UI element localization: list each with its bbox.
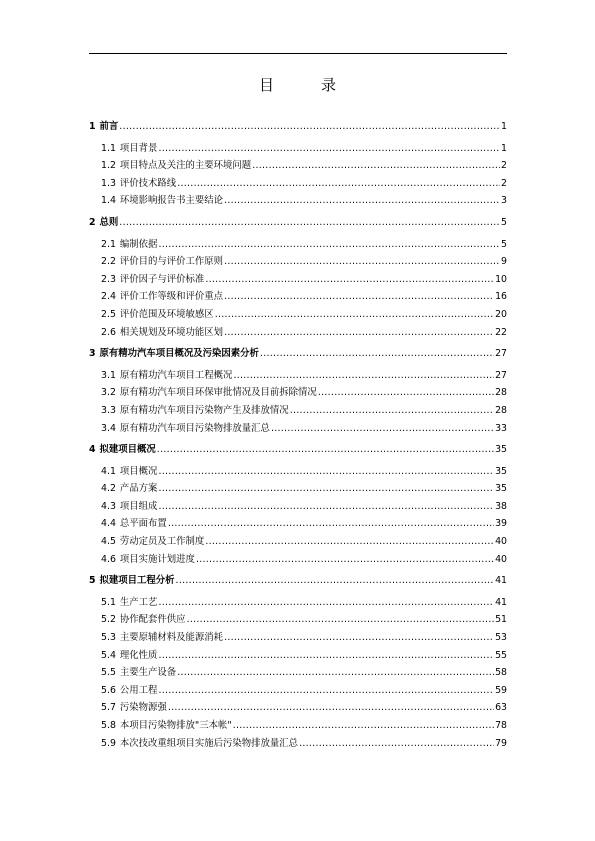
entry-page-number: 51	[495, 614, 507, 626]
entry-title: 项目背景	[119, 142, 158, 154]
entry-page-number: 16	[495, 291, 507, 303]
entry-page-number: 27	[495, 369, 507, 381]
dot-leader	[224, 192, 500, 210]
toc-subsection-entry[interactable]	[89, 735, 507, 753]
entry-title: 原有精功汽车项目污染物排放量汇总	[119, 422, 270, 434]
entry-title: 理化性质	[119, 649, 158, 661]
entry-page-number: 20	[495, 308, 507, 320]
entry-number: 2.2	[101, 256, 116, 268]
entry-number: 4.5	[101, 536, 116, 548]
dot-leader	[224, 629, 494, 647]
entry-title: 拟建项目概况	[99, 444, 156, 456]
dot-leader	[158, 594, 494, 612]
entry-page-number: 28	[495, 387, 507, 399]
dot-leader	[168, 515, 494, 533]
entry-page-number: 41	[495, 596, 507, 608]
entry-page-number: 27	[495, 348, 507, 360]
toc-subsection-entry[interactable]	[89, 682, 507, 700]
entry-title: 主要生产设备	[119, 667, 177, 679]
entry-title: 项目实施计划进度	[119, 553, 195, 565]
entry-page-number: 5	[501, 216, 507, 228]
toc-subsection-entry[interactable]	[89, 717, 507, 735]
entry-title: 污染物源强	[119, 702, 167, 714]
entry-title: 原有精功汽车项目概况及污染因素分析	[99, 348, 259, 360]
entry-number: 4.3	[101, 500, 116, 512]
entry-title: 协作配套件供应	[119, 614, 186, 626]
entry-page-number: 63	[495, 702, 507, 714]
entry-number: 1.2	[101, 160, 116, 172]
entry-title: 原有精功汽车项目环保审批情况及目前拆除情况	[119, 387, 317, 399]
entry-number: 4.4	[101, 518, 116, 530]
toc-subsection-entry[interactable]	[89, 498, 507, 516]
toc-subsection-entry[interactable]	[89, 367, 507, 385]
entry-number: 5.5	[101, 667, 116, 679]
entry-number: 3	[89, 348, 96, 360]
entry-title: 主要原辅材料及能源消耗	[119, 632, 224, 644]
toc-subsection-entry[interactable]	[89, 611, 507, 629]
entry-number: 5.2	[101, 614, 116, 626]
entry-title: 相关规划及环境功能区划	[119, 326, 224, 338]
entry-number: 2.6	[101, 326, 116, 338]
entry-page-number: 2	[501, 160, 507, 172]
entry-number: 5.9	[101, 737, 116, 749]
toc-subsection-entry[interactable]	[89, 463, 507, 481]
toc-subsection-entry[interactable]	[89, 699, 507, 717]
dot-leader	[252, 157, 500, 175]
entry-title: 项目组成	[119, 500, 158, 512]
toc-subsection-entry[interactable]	[89, 384, 507, 402]
dot-leader	[157, 441, 494, 459]
entry-page-number: 79	[495, 737, 507, 749]
entry-title: 评价工作等级和评价重点	[119, 291, 224, 303]
dot-leader	[158, 647, 494, 665]
dot-leader	[119, 118, 500, 136]
entry-number: 2.5	[101, 308, 116, 320]
dot-leader	[119, 214, 500, 232]
entry-page-number: 3	[501, 195, 507, 207]
entry-number: 1.4	[101, 195, 116, 207]
dot-leader	[299, 735, 494, 753]
toc-subsection-entry[interactable]	[89, 480, 507, 498]
entry-page-number: 35	[495, 483, 507, 495]
toc-section	[89, 345, 507, 437]
dot-leader	[196, 551, 494, 569]
entry-number: 2	[89, 216, 96, 228]
entry-title: 公用工程	[119, 684, 158, 696]
entry-number: 1	[89, 121, 96, 132]
entry-page-number: 33	[495, 422, 507, 434]
entry-number: 4	[89, 444, 96, 456]
entry-title: 评价技术路线	[119, 177, 177, 189]
entry-page-number: 41	[495, 575, 507, 587]
entry-title: 劳动定员及工作制度	[119, 536, 205, 548]
toc-chapter-entry[interactable]	[89, 345, 507, 363]
entry-number: 4.2	[101, 483, 116, 495]
entry-number: 1.1	[101, 142, 116, 154]
entry-number: 5.7	[101, 702, 116, 714]
entry-number: 3.2	[101, 387, 116, 399]
entry-title: 环境影响报告书主要结论	[119, 195, 224, 207]
entry-page-number: 59	[495, 684, 507, 696]
entry-number: 5.3	[101, 632, 116, 644]
dot-leader	[158, 236, 500, 254]
entry-number: 2.1	[101, 238, 116, 250]
toc-subsection-entry[interactable]	[89, 175, 507, 193]
dot-leader	[233, 717, 494, 735]
dot-leader	[224, 288, 494, 306]
dot-leader	[290, 402, 494, 420]
dot-leader	[260, 345, 494, 363]
dot-leader	[176, 572, 495, 590]
dot-leader	[224, 253, 500, 271]
toc-subsection-entry[interactable]	[89, 288, 507, 306]
entry-page-number: 35	[495, 444, 507, 456]
toc-subsection-entry[interactable]	[89, 306, 507, 324]
toc-subsection-entry[interactable]	[89, 515, 507, 533]
entry-page-number: 28	[495, 404, 507, 416]
toc-subsection-entry[interactable]	[89, 420, 507, 438]
dot-leader	[158, 140, 500, 158]
entry-title: 拟建项目工程分析	[99, 575, 175, 587]
entry-number: 5.4	[101, 649, 116, 661]
entry-page-number: 35	[495, 465, 507, 477]
dot-leader	[205, 271, 494, 289]
entry-title: 评价范围及环境敏感区	[119, 308, 214, 320]
dot-leader	[158, 463, 494, 481]
toc-section	[89, 214, 507, 341]
dot-leader	[233, 367, 494, 385]
entry-page-number: 1	[501, 142, 507, 154]
toc-subsection-entry[interactable]	[89, 551, 507, 569]
entry-title: 本次技改重组项目实施后污染物排放量汇总	[119, 737, 299, 749]
toc-subsection-entry[interactable]	[89, 236, 507, 254]
entry-page-number: 78	[495, 720, 507, 731]
dot-leader	[205, 533, 494, 551]
entry-title: 评价因子与评价标准	[119, 273, 205, 285]
entry-page-number: 5	[501, 238, 507, 250]
toc-subsection-entry[interactable]	[89, 324, 507, 342]
toc-chapter-entry[interactable]	[89, 572, 507, 590]
entry-page-number: 22	[495, 326, 507, 338]
toc-section	[89, 118, 507, 210]
toc-subsection-entry[interactable]	[89, 192, 507, 210]
entry-number: 5.8	[101, 720, 116, 731]
toc-subsection-entry[interactable]	[89, 664, 507, 682]
dot-leader	[158, 480, 494, 498]
toc-subsection-entry[interactable]	[89, 629, 507, 647]
entry-number: 4.6	[101, 553, 116, 565]
entry-page-number: 38	[495, 500, 507, 512]
toc-subsection-entry[interactable]	[89, 140, 507, 158]
entry-page-number: 40	[495, 553, 507, 565]
toc-subsection-entry[interactable]	[89, 271, 507, 289]
entry-title: 总平面布置	[119, 518, 167, 530]
table-of-contents	[89, 118, 507, 752]
entry-page-number: 58	[495, 667, 507, 679]
toc-subsection-entry[interactable]	[89, 253, 507, 271]
toc-subsection-entry[interactable]	[89, 402, 507, 420]
entry-title: 总则	[99, 216, 119, 228]
entry-number: 3.1	[101, 369, 116, 381]
entry-title: 生产工艺	[119, 596, 158, 608]
entry-page-number: 55	[495, 649, 507, 661]
entry-number: 5	[89, 575, 96, 587]
entry-number: 3.4	[101, 422, 116, 434]
toc-subsection-entry[interactable]	[89, 533, 507, 551]
toc-chapter-entry[interactable]	[89, 441, 507, 459]
entry-title: 本项目污染物排放"三本帐"	[119, 720, 232, 731]
toc-chapter-entry[interactable]	[89, 118, 507, 136]
toc-subsection-entry[interactable]	[89, 594, 507, 612]
dot-leader	[224, 324, 494, 342]
entry-title: 产品方案	[119, 483, 158, 495]
dot-leader	[177, 175, 500, 193]
entry-page-number: 40	[495, 536, 507, 548]
entry-number: 5.1	[101, 596, 116, 608]
entry-title: 项目特点及关注的主要环境问题	[119, 160, 252, 172]
entry-page-number: 10	[495, 273, 507, 285]
dot-leader	[187, 611, 495, 629]
toc-section	[89, 572, 507, 752]
entry-title: 编制依据	[119, 238, 158, 250]
entry-number: 5.6	[101, 684, 116, 696]
entry-number: 1.3	[101, 177, 116, 189]
entry-page-number: 53	[495, 632, 507, 644]
dot-leader	[158, 682, 494, 700]
entry-title: 原有精功汽车项目工程概况	[119, 369, 233, 381]
toc-subsection-entry[interactable]	[89, 647, 507, 665]
entry-page-number: 1	[501, 121, 507, 132]
entry-page-number: 39	[495, 518, 507, 530]
dot-leader	[158, 498, 494, 516]
dot-leader	[177, 664, 494, 682]
header-rule	[89, 53, 507, 54]
entry-number: 4.1	[101, 465, 116, 477]
entry-number: 2.3	[101, 273, 116, 285]
toc-section	[89, 441, 507, 568]
entry-title: 项目概况	[119, 465, 158, 477]
page-title: 目 录	[258, 76, 352, 94]
entry-page-number: 2	[501, 177, 507, 189]
dot-leader	[318, 384, 494, 402]
entry-title: 原有精功汽车项目污染物产生及排放情况	[119, 404, 289, 416]
entry-title: 评价目的与评价工作原则	[119, 256, 224, 268]
toc-subsection-entry[interactable]	[89, 157, 507, 175]
dot-leader	[271, 420, 494, 438]
entry-title: 前言	[99, 121, 119, 132]
entry-number: 2.4	[101, 291, 116, 303]
toc-chapter-entry[interactable]	[89, 214, 507, 232]
entry-page-number: 9	[501, 256, 507, 268]
entry-number: 3.3	[101, 404, 116, 416]
dot-leader	[168, 699, 494, 717]
dot-leader	[215, 306, 494, 324]
